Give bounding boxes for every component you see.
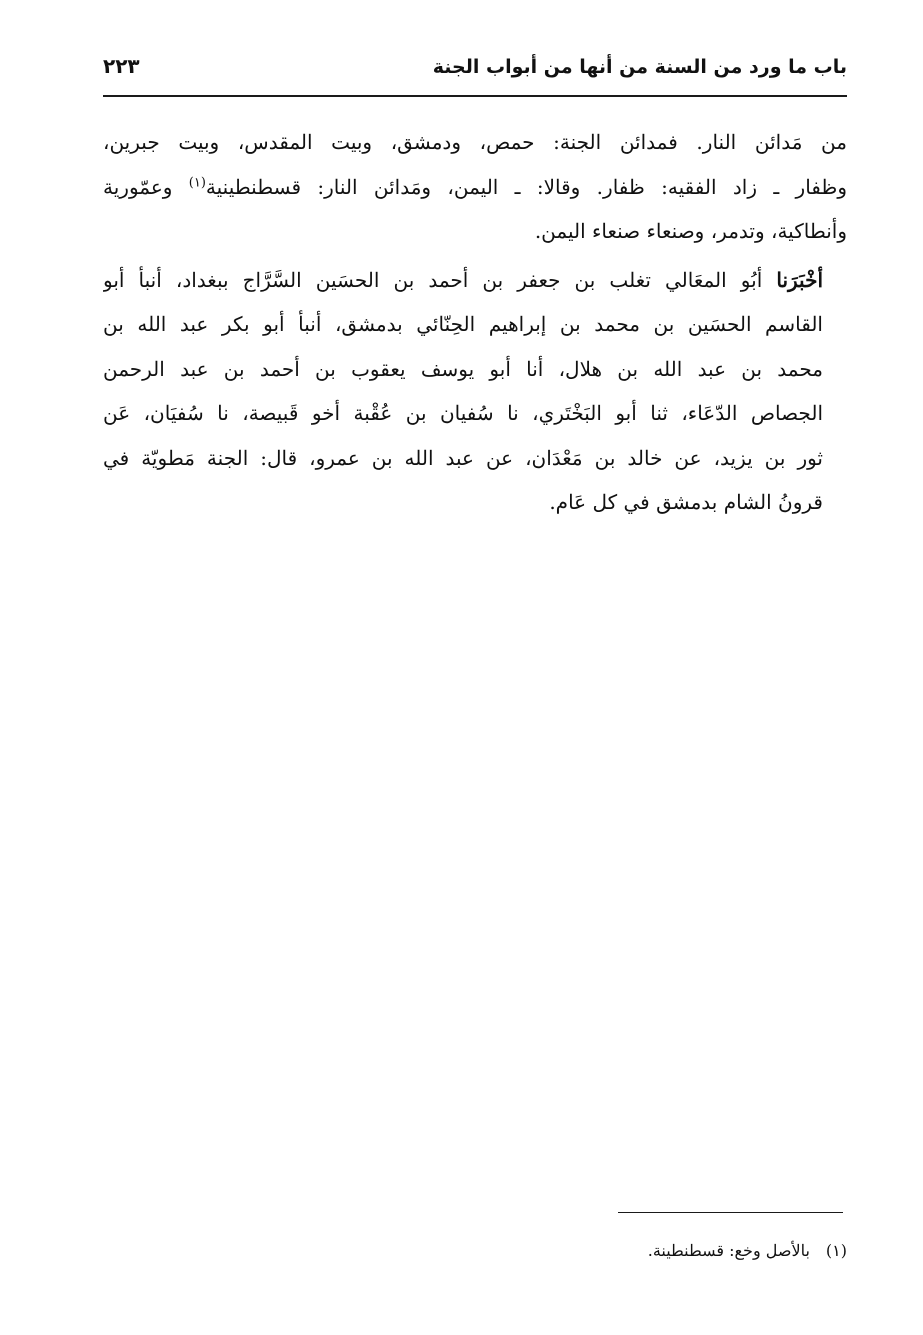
text-line-part: وعمّورية <box>103 174 189 199</box>
text-line: قرونُ الشام بدمشق في كل عَام. <box>549 490 823 514</box>
footnote-reference[interactable]: (١) <box>188 174 206 190</box>
text-line <box>103 165 847 210</box>
footnote-rule <box>618 1212 843 1213</box>
text-line: محمد بن عبد الله بن هلال، أنا أبو يوسف يعقوب بن أحمد بن عبد الرحمن <box>103 356 823 381</box>
running-title: باب ما ورد من السنة من أنها من أبواب الجنة <box>432 56 847 78</box>
main-text <box>103 120 847 525</box>
footnote-text: بالأصل وخع: قسطنطينة. <box>647 1241 810 1260</box>
page-header <box>103 48 847 94</box>
paragraph-1 <box>103 120 847 254</box>
text-line: القاسم الحسَين بن محمد بن إبراهيم الحِنّائي بدمشق، أنبأ أبو بكر عبد الله بن <box>103 312 823 336</box>
text-line-part: أبُو المعَالي تغلب بن جعفر بن أحمد بن الحسَين السَّرَّاج ببغداد، أنبأ أبو <box>103 267 777 292</box>
paragraph-2 <box>103 258 847 525</box>
text-line: وأنطاكية، وتدمر، وصنعاء صنعاء اليمن. <box>534 219 847 243</box>
text-line: ثور بن يزيد، عن خالد بن مَعْدَان، عن عبد الله بن عمرو، قال: الجنة مَطويّة في <box>103 445 823 470</box>
lead-word: أخْبَرَنا <box>776 267 823 292</box>
text-line: من مَدائن النار. فمدائن الجنة: حمص، ودمشق، وبيت المقدس، وبيت جبرين، <box>103 130 847 154</box>
text-line: الجصاص الدّعَاء، ثنا أبو البَخْتَري، نا سُفيان بن عُقْبة أخو قَبيصة، نا سُفيَان، عَن <box>103 401 823 425</box>
page-number: ٢٢٣ <box>103 54 140 78</box>
footnote-marker: (١) <box>825 1241 847 1260</box>
footnote <box>460 1238 847 1264</box>
text-line-part: وظفار ـ زاد الفقيه: ظفار. وقالا: ـ اليمن، ومَدائن النار: قسطنطينية <box>205 174 847 199</box>
text-line <box>103 258 847 303</box>
header-rule <box>103 95 847 97</box>
